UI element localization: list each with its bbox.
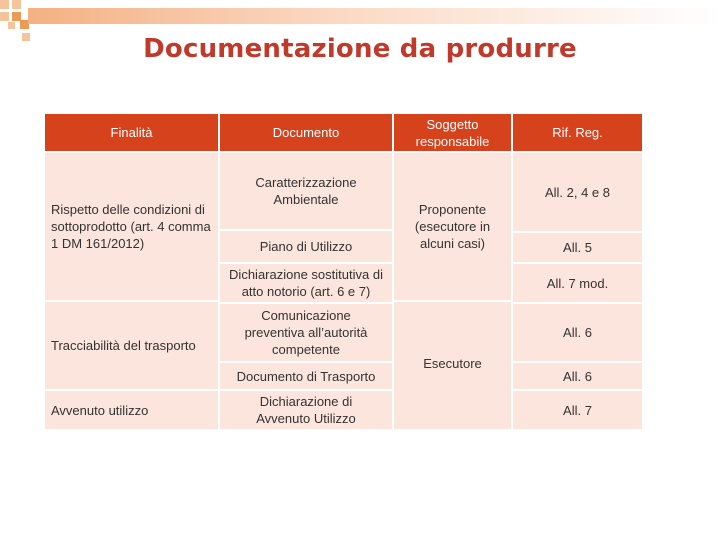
slide-title: Documentazione da produrre: [143, 34, 577, 64]
finalita-avvenuto: Avvenuto utilizzo: [45, 391, 218, 429]
finalita-tracciabilita: Tracciabilità del trasporto: [45, 302, 218, 389]
header-documento: Documento: [220, 114, 392, 151]
header-finalita: Finalità: [45, 114, 218, 151]
header-soggetto: Soggetto responsabile: [394, 114, 511, 151]
documento-piano: Piano di Utilizzo: [220, 231, 392, 262]
header-rif: Rif. Reg.: [513, 114, 642, 151]
documento-comunicazione: Comunicazione preventiva all’autorità competente: [220, 304, 392, 361]
soggetto-proponente: Proponente (esecutore in alcuni casi): [394, 153, 511, 300]
documento-dichiarazione-avvenuto: Dichiarazione di Avvenuto Utilizzo: [220, 391, 392, 429]
documento-dichiarazione-sostitutiva: Dichiarazione sostitutiva di atto notorio (art. 6 e 7): [220, 264, 392, 302]
finalita-rispetto: Rispetto delle condizioni di sottoprodotto (art. 4 comma 1 DM 161/2012): [45, 153, 218, 300]
rif-all-7: All. 7: [513, 391, 642, 429]
header-gradient-bar: [28, 8, 720, 24]
documento-caratterizzazione: Caratterizzazione Ambientale: [220, 153, 392, 229]
rif-all-6-trasporto: All. 6: [513, 363, 642, 389]
rif-all-5: All. 5: [513, 233, 642, 262]
documento-trasporto: Documento di Trasporto: [220, 363, 392, 389]
soggetto-esecutore: Esecutore: [394, 302, 511, 429]
rif-all-6-comunicazione: All. 6: [513, 304, 642, 361]
rif-all-2-4-8: All. 2, 4 e 8: [513, 153, 642, 231]
rif-all-7-mod: All. 7 mod.: [513, 264, 642, 302]
